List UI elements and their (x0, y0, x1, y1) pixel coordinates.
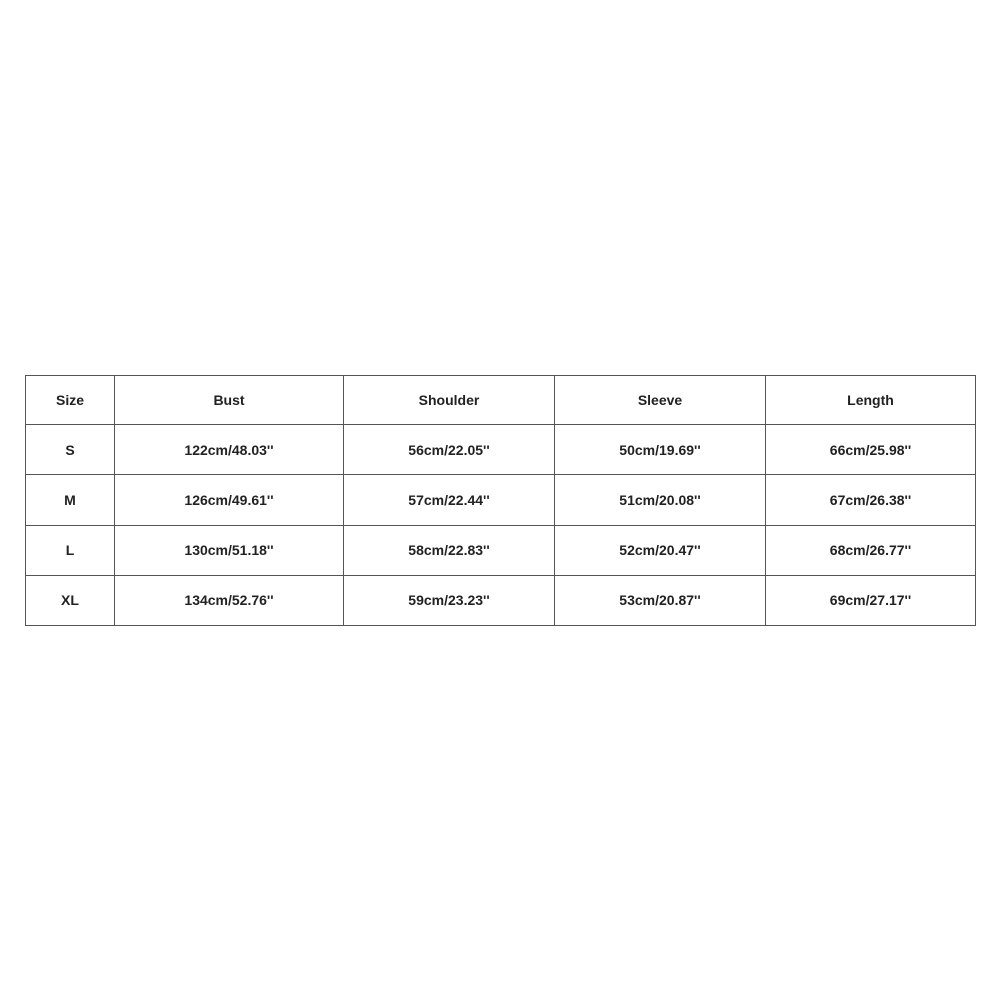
cell-shoulder: 57cm/22.44'' (344, 475, 555, 525)
header-bust: Bust (115, 376, 344, 425)
table-row (26, 575, 976, 625)
cell-sleeve: 51cm/20.08'' (555, 475, 766, 525)
table-row (26, 475, 976, 525)
cell-length: 69cm/27.17'' (766, 575, 976, 625)
table-row (26, 425, 976, 475)
cell-shoulder: 58cm/22.83'' (344, 525, 555, 575)
cell-shoulder: 56cm/22.05'' (344, 425, 555, 475)
table-header-row (26, 376, 976, 425)
cell-sleeve: 53cm/20.87'' (555, 575, 766, 625)
cell-shoulder: 59cm/23.23'' (344, 575, 555, 625)
cell-size: L (26, 525, 115, 575)
cell-sleeve: 50cm/19.69'' (555, 425, 766, 475)
header-size: Size (26, 376, 115, 425)
table-row (26, 525, 976, 575)
cell-bust: 134cm/52.76'' (115, 575, 344, 625)
header-length: Length (766, 376, 976, 425)
cell-length: 66cm/25.98'' (766, 425, 976, 475)
size-chart-table (25, 375, 976, 626)
cell-bust: 122cm/48.03'' (115, 425, 344, 475)
header-sleeve: Sleeve (555, 376, 766, 425)
cell-bust: 126cm/49.61'' (115, 475, 344, 525)
cell-length: 67cm/26.38'' (766, 475, 976, 525)
cell-size: XL (26, 575, 115, 625)
cell-size: S (26, 425, 115, 475)
header-shoulder: Shoulder (344, 376, 555, 425)
cell-sleeve: 52cm/20.47'' (555, 525, 766, 575)
cell-size: M (26, 475, 115, 525)
cell-bust: 130cm/51.18'' (115, 525, 344, 575)
cell-length: 68cm/26.77'' (766, 525, 976, 575)
